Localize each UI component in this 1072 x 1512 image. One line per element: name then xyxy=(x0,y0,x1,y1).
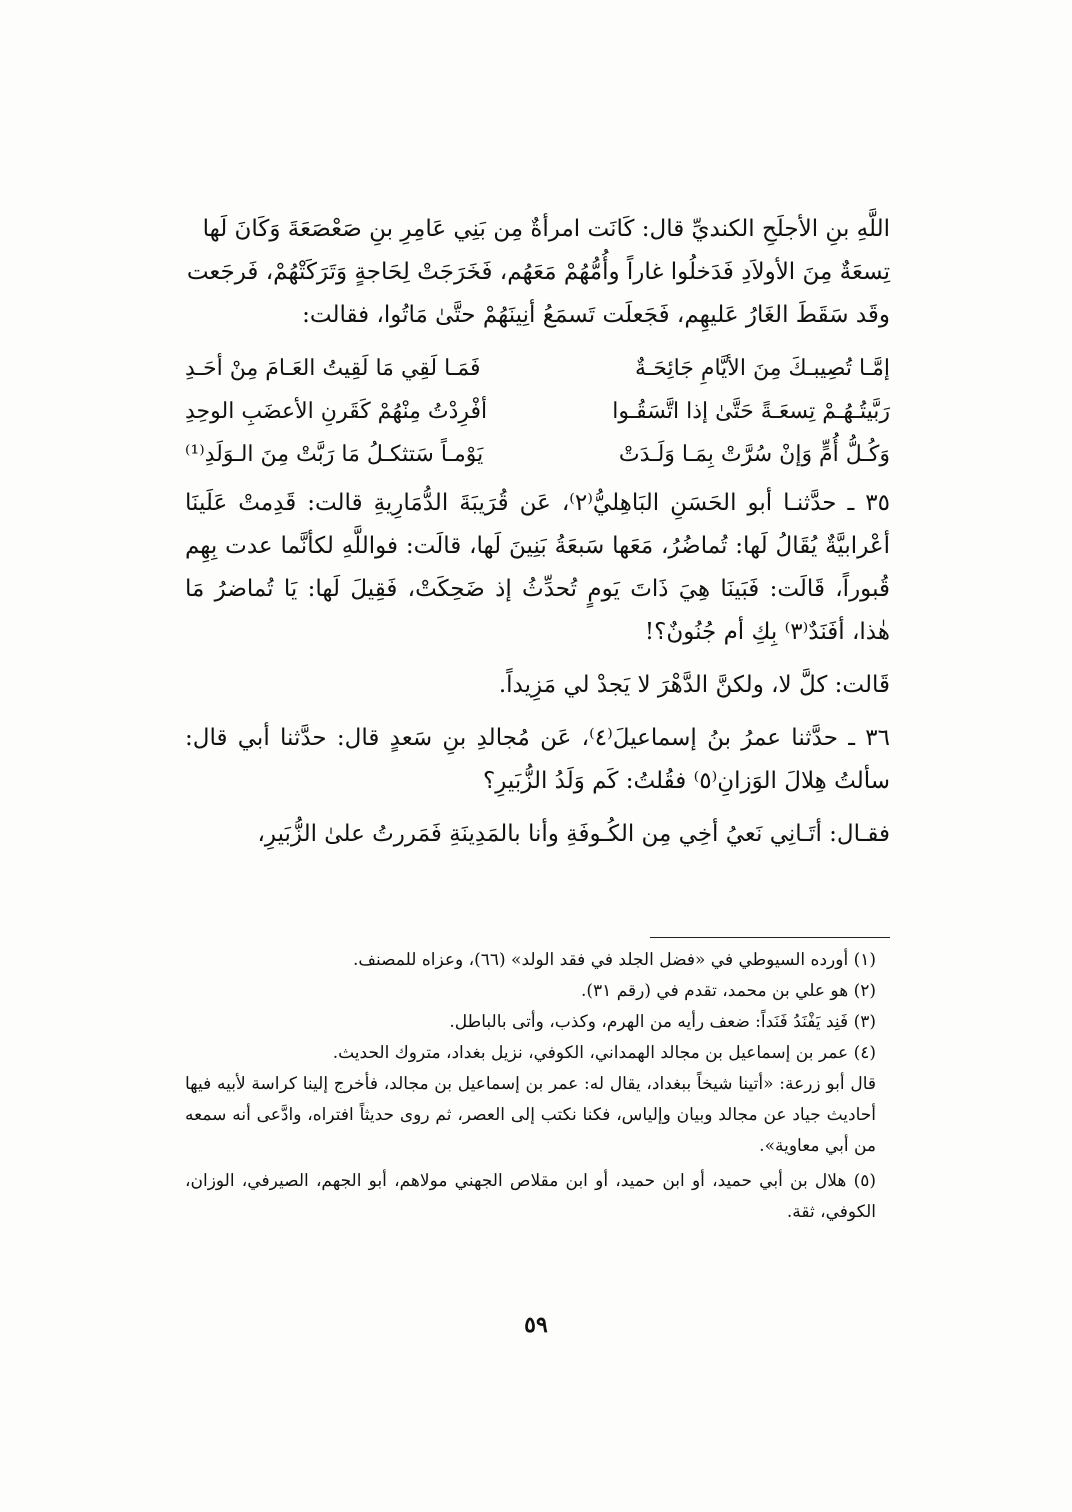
verse-line xyxy=(185,433,890,476)
verse-first-hemistich: وَكُـلُّ أُمٍّ وَإنْ سُرَّتْ بِمَـا وَلَـدَتْ xyxy=(618,442,890,467)
footnote-3: (٣) فَنِد يَفْنَدُ فَنَداً: ضعف رأيه من الهرم، وكذب، وأتى بالباطل. xyxy=(449,1012,876,1032)
verse-second-hemistich: يَوْمـاً سَتثكـلُ مَا رَبَّتْ مِنَ الـوَلَدِ⁽¹⁾ xyxy=(185,442,484,467)
footnote-4: (٤) عمر بن إسماعيل بن مجالد الهمداني، الكوفي، نزيل بغداد، متروك الحديث. xyxy=(332,1043,876,1063)
footnote-4-quote: قال أبو زرعة: «أتينا شيخاً ببغداد، يقال له: عمر بن إسماعيل بن مجالد، فأخرج إلينا كراسة لأبيه فيها أحاديث جياد عن مجالد وبيان وإلياس، فكنا نكتب إلى العصر، ثم روى حديثاً افتراه، وادَّعى أنه سمعه من أبي معاوية». xyxy=(185,1074,876,1156)
intro-line: اللَّهِ بنِ الأجلَحِ الكنديِّ قال: كَانَت امرأةٌ مِن بَنِي عَامِرِ بنِ صَعْصَعَةَ وَكَانَ لَها xyxy=(202,216,890,242)
verse-second-hemistich: أفْرِدْتُ مِنْهُمْ كَقَرنِ الأعضَبِ الوحِدِ xyxy=(185,399,488,424)
last-line: فقـال: أتَـانِي نَعيُ أخِي مِن الكُـوفَةِ وأنا بالمَدِينَةِ فَمَررتُ علىٰ الزُّبَيرِ، xyxy=(257,821,890,847)
footnote-divider xyxy=(650,937,890,938)
footnote-1: (١) أورده السيوطي في «فضل الجلد في فقد الولد» (٦٦)، وعزاه للمصنف. xyxy=(352,950,876,970)
page-number: ٥٩ xyxy=(524,1312,548,1338)
paragraph-35: ٣٥ ـ حدَّثنـا أبو الحَسَنِ البَاهِليُّ⁽٢⁾، عَن قُرَيبَةَ الدُّمَارِيةِ قالت: قَدِمتْ عَلَينَا أعْرابيَّةٌ يُقَالُ لَها: تُماضُرُ، مَعَها سَبعَةُ بَنِينَ لَها، قالَت: فواللَّهِ لكأنَّما عدت بِهِم قُبوراً، قَالَت: فَبَينَا هِيَ ذَاتَ يَومٍ تُحدِّثُ إذ ضَحِكَتْ، فَقِيلَ لَها: يَا تُماضرُ مَا هٰذا، أفَنَدٌ⁽٣⁾ بِكِ أم جُنُونٌ؟! xyxy=(185,490,890,645)
main-text xyxy=(185,208,890,856)
verse-second-hemistich: فَمَـا لَقِي مَا لَقِيتُ العَـامَ مِنْ أحَـدِ xyxy=(185,356,481,381)
verse-first-hemistich: رَبَّيتُـهُـمْ تِسعَـةً حَتَّىٰ إذا اتَّسَقُـوا xyxy=(612,399,890,424)
intro-line: وقَد سَقَطَ الغَارُ عَليهِم، فَجَعلَت تَسمَعُ أنِينَهُمْ حتَّىٰ مَاتُوا، فقالت: xyxy=(302,302,890,328)
quote-35: قَالت: كلَّ لا، ولكنَّ الدَّهْرَ لا يَجدْ لي مَزِيداً. xyxy=(498,672,890,698)
verse-line xyxy=(185,390,890,433)
intro-line: تِسعَةٌ مِنَ الأولاَدِ فَدَخلُوا غاراً وأُمُّهُمْ مَعَهُم، فَخَرَجَتْ لِحَاجةٍ وَتَرَكَتْهُمْ، فَرجَعت xyxy=(186,259,890,285)
verse-first-hemistich: إمَّـا تُصِيبـكَ مِنَ الأيَّامِ جَائِحَـةٌ xyxy=(635,356,890,381)
footnotes xyxy=(185,945,890,1228)
poem xyxy=(185,347,890,476)
footnote-5: (٥) هلال بن أبي حميد، أو ابن حميد، أو ابن مقلاص الجهني مولاهم، أبو الجهم، الصيرفي، الوزان، الكوفي، ثقة. xyxy=(185,1171,876,1222)
footnote-2: (٢) هو علي بن محمد، تقدم في (رقم ٣١). xyxy=(581,981,876,1001)
verse-line xyxy=(185,347,890,390)
paragraph-36: ٣٦ ـ حدَّثنا عمرُ بنُ إسماعيلَ⁽٤⁾، عَن مُجالدِ بنِ سَعدٍ قال: حدَّثنا أبي قال: سألتُ هِلالَ الوَزانِ⁽٥⁾ فقُلتُ: كَم وَلَدُ الزُّبَيرِ؟ xyxy=(185,725,890,794)
